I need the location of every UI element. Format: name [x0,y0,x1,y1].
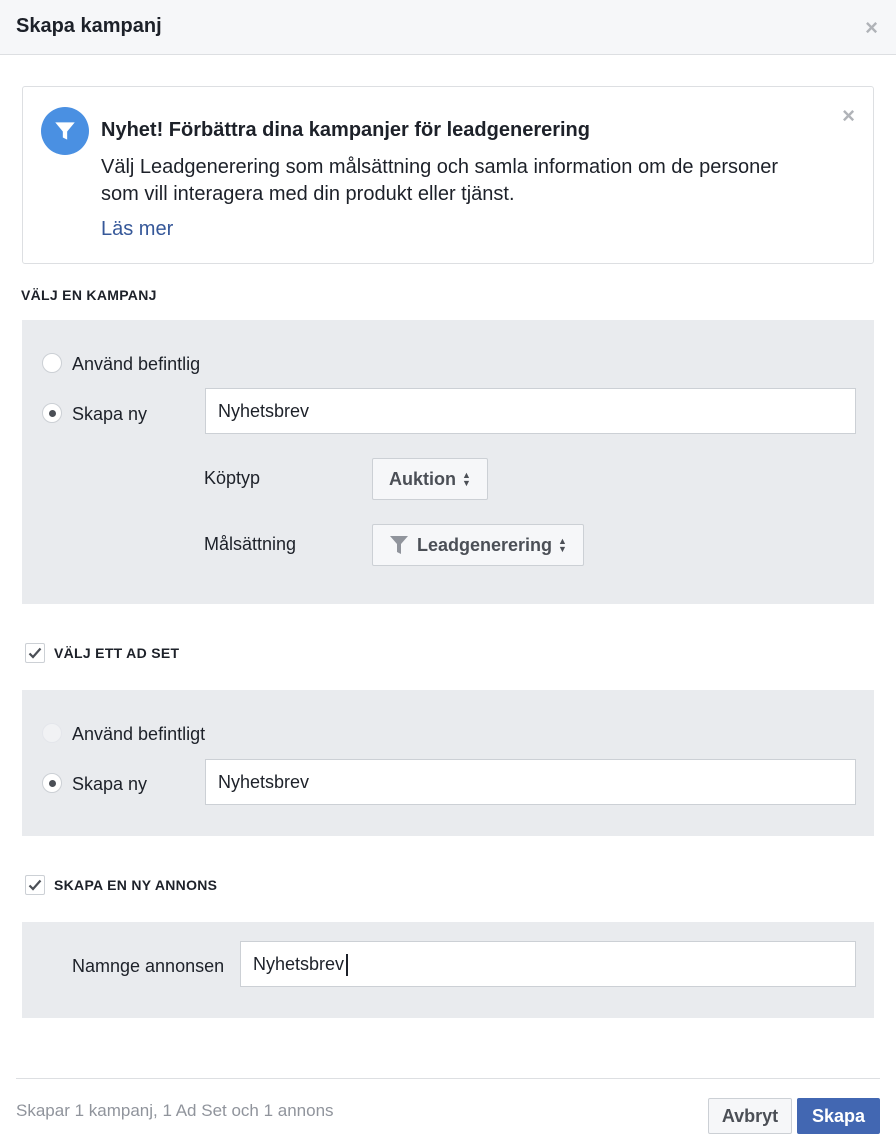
dialog-close-icon[interactable]: × [865,15,878,40]
campaign-panel [22,320,874,604]
objective-label: Målsättning [204,534,297,554]
buy-type-label: Köptyp [204,468,261,488]
campaign-name-input[interactable]: Nyhetsbrev [205,388,856,434]
notice-title: Nyhet! Förbättra dina kampanjer för leadgenerering [101,119,590,141]
funnel-icon [41,107,89,155]
dialog-title: Skapa kampanj [16,15,162,37]
buy-type-select[interactable] [372,458,488,500]
ad-name-input[interactable] [240,941,856,987]
objective-value: Leadgenerering [417,534,553,555]
objective-select[interactable] [372,524,584,566]
campaign-use-existing-label[interactable]: Använd befintlig [72,354,201,374]
text-cursor [346,954,348,976]
create-button[interactable]: Skapa [797,1098,880,1134]
sort-arrows-icon: ▲ ▼ [462,470,471,488]
funnel-icon [389,534,409,556]
campaign-use-existing-radio[interactable] [42,353,62,373]
adset-checkbox[interactable] [25,643,45,663]
sort-arrows-icon: ▲ ▼ [558,536,567,554]
dialog-header [0,0,896,55]
adset-panel [22,690,874,836]
campaign-create-new-radio[interactable] [42,403,62,423]
ad-section-label: SKAPA EN NY ANNONS [54,877,218,893]
adset-use-existing-label[interactable]: Använd befintligt [72,724,206,744]
cancel-button[interactable]: Avbryt [708,1098,792,1134]
adset-use-existing-radio[interactable] [42,723,62,743]
checkmark-icon [28,647,42,659]
ad-name-value: Nyhetsbrev [253,954,345,974]
adset-section-label: VÄLJ ETT AD SET [54,645,180,661]
buy-type-value: Auktion [389,468,456,489]
ad-panel [22,922,874,1018]
campaign-section-label: VÄLJ EN KAMPANJ [21,287,157,303]
adset-name-input[interactable]: Nyhetsbrev [205,759,856,805]
read-more-link[interactable]: Läs mer [101,218,174,240]
notice-close-icon[interactable]: × [842,103,855,128]
adset-create-new-label[interactable]: Skapa ny [72,774,148,794]
campaign-create-new-label[interactable]: Skapa ny [72,404,148,424]
leadgen-notice [22,86,874,264]
adset-create-new-radio[interactable] [42,773,62,793]
footer-divider [16,1078,880,1079]
footer-status: Skapar 1 kampanj, 1 Ad Set och 1 annons [16,1101,334,1120]
checkmark-icon [28,879,42,891]
ad-name-label: Namnge annonsen [72,956,225,976]
notice-body: Välj Leadgenerering som målsättning och samla information om de personer som vill interagera med din produkt eller tjänst. [101,156,779,205]
ad-checkbox[interactable] [25,875,45,895]
